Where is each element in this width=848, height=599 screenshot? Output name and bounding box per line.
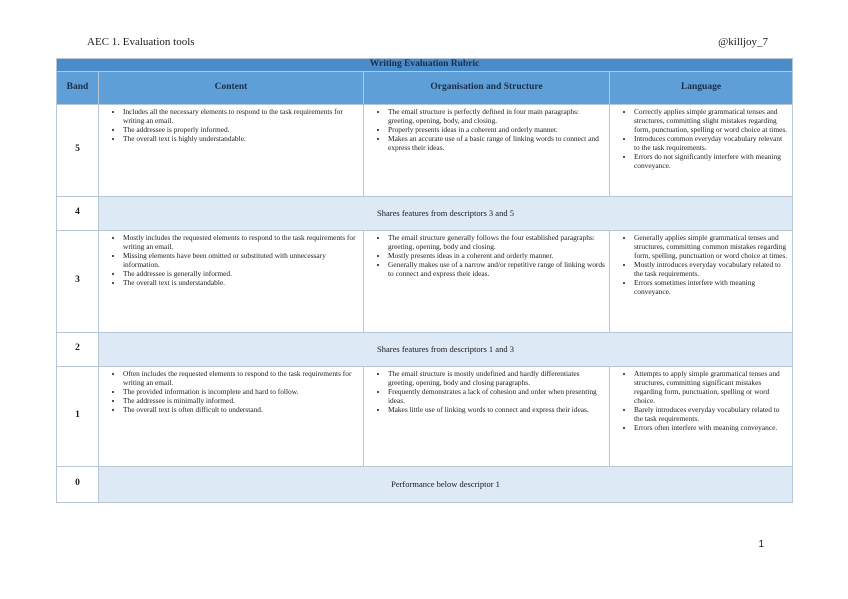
descriptor-item: • Correctly applies simple grammatical tenses and structures, committing slight mistakes regarding form, punctuation, spelling or word choice at times. — [634, 107, 788, 134]
shared-descriptor: Shares features from descriptors 1 and 3 — [99, 332, 793, 366]
descriptor-item: • The addressee is generally informed. — [123, 269, 359, 278]
page-number: 1 — [758, 539, 764, 550]
descriptor-item: • Mostly presents ideas in a coherent and orderly manner. — [388, 251, 605, 260]
descriptor-item: • The overall text is understandable. — [123, 278, 359, 287]
descriptor-item: • Often includes the requested elements to respond to the task requirements for writing an email. — [123, 369, 359, 387]
content-cell — [99, 366, 364, 466]
descriptor-item: • The overall text is highly understandable. — [123, 134, 359, 143]
column-header-band: Band — [57, 71, 99, 104]
band-row-3 — [57, 230, 793, 332]
descriptor-item: • Generally makes use of a narrow and/or repetitive range of linking words to connect and express their ideas. — [388, 260, 605, 278]
descriptor-item: • Mostly introduces everyday vocabulary related to the task requirements. — [634, 260, 788, 278]
content-cell — [99, 230, 364, 332]
language-cell — [610, 104, 793, 196]
descriptor-item: • Generally applies simple grammatical tenses and structures, committing common mistakes regarding form, spelling, punctuation or word choice at times. — [634, 233, 788, 260]
descriptor-item: • Errors do not significantly interfere with meaning conveyance. — [634, 152, 788, 170]
descriptor-item: • Errors sometimes interfere with meaning conveyance. — [634, 278, 788, 296]
organisation-cell — [364, 366, 610, 466]
organisation-cell — [364, 104, 610, 196]
band-number: 5 — [57, 104, 99, 196]
band-row-2 — [57, 332, 793, 366]
band-row-5 — [57, 104, 793, 196]
descriptor-item: • The email structure is mostly undefined and hardly differentiates greeting, opening, body and closing paragraphs. — [388, 369, 605, 387]
writing-rubric-table — [56, 58, 793, 503]
descriptor-item: • The overall text is often difficult to understand. — [123, 405, 359, 414]
descriptor-item: • Properly presents ideas in a coherent and orderly manner. — [388, 125, 605, 134]
column-header-content: Content — [99, 71, 364, 104]
shared-descriptor: Shares features from descriptors 3 and 5 — [99, 196, 793, 230]
organisation-cell — [364, 230, 610, 332]
band-number: 1 — [57, 366, 99, 466]
descriptor-item: • The email structure generally follows the four established paragraphs: greeting, opening, body and closing. — [388, 233, 605, 251]
shared-descriptor: Performance below descriptor 1 — [99, 466, 793, 502]
descriptor-item: • The provided information is incomplete and hard to follow. — [123, 387, 359, 396]
content-cell — [99, 104, 364, 196]
language-cell — [610, 230, 793, 332]
document-header-title: AEC 1. Evaluation tools — [87, 36, 195, 48]
band-number: 4 — [57, 196, 99, 230]
band-row-0 — [57, 466, 793, 502]
descriptor-item: • Includes all the necessary elements to respond to the task requirements for writing an email. — [123, 107, 359, 125]
descriptor-item: • The addressee is properly informed. — [123, 125, 359, 134]
band-row-1 — [57, 366, 793, 466]
descriptor-item: • The email structure is perfectly defined in four main paragraphs: greeting, opening, body, and closing. — [388, 107, 605, 125]
descriptor-item: • Barely introduces everyday vocabulary related to the task requirements. — [634, 405, 788, 423]
descriptor-item: • The addressee is minimally informed. — [123, 396, 359, 405]
band-number: 3 — [57, 230, 99, 332]
document-header-author: @killjoy_7 — [718, 36, 768, 48]
band-number: 2 — [57, 332, 99, 366]
column-header-organisation: Organisation and Structure — [364, 71, 610, 104]
band-row-4 — [57, 196, 793, 230]
descriptor-item: • Makes little use of linking words to connect and express their ideas. — [388, 405, 605, 414]
band-number: 0 — [57, 466, 99, 502]
descriptor-item: • Frequently demonstrates a lack of cohesion and order when presenting ideas. — [388, 387, 605, 405]
descriptor-item: • Introduces common everyday vocabulary relevant to the task requirements. — [634, 134, 788, 152]
descriptor-item: • Errors often interfere with meaning conveyance. — [634, 423, 788, 432]
descriptor-item: • Makes an accurate use of a basic range of linking words to connect and express their ideas. — [388, 134, 605, 152]
rubric-header-row — [57, 71, 793, 104]
rubric-title-row — [57, 59, 793, 72]
descriptor-item: • Missing elements have been omitted or substituted with unnecessary information. — [123, 251, 359, 269]
column-header-language: Language — [610, 71, 793, 104]
language-cell — [610, 366, 793, 466]
descriptor-item: • Attempts to apply simple grammatical tenses and structures, committing significant mistakes regarding form, punctuation, spelling or word choice. — [634, 369, 788, 405]
rubric-title: Writing Evaluation Rubric — [57, 59, 793, 72]
descriptor-item: • Mostly includes the requested elements to respond to the task requirements for writing an email. — [123, 233, 359, 251]
